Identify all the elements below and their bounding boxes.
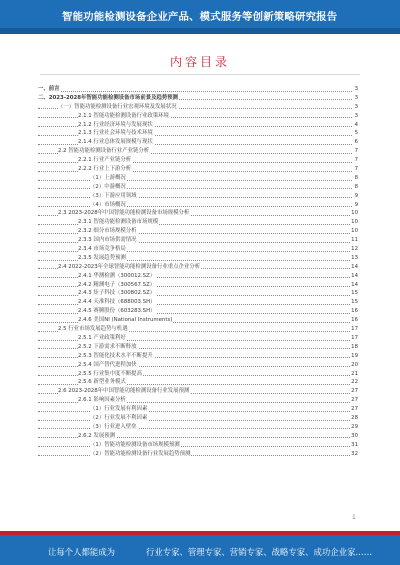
toc-entry-label: 2.4.5 赛腾股份（603283.SH） (78, 308, 156, 315)
toc-entry-label: 2.2 智能功能检测设备行业产业链分析 (58, 148, 150, 155)
toc-entry[interactable] (38, 138, 358, 147)
toc-entry[interactable] (38, 218, 358, 227)
toc-entry[interactable] (38, 85, 358, 94)
toc-entry[interactable] (38, 343, 358, 352)
toc-entry-label: 2.3.2 细分市场规模分析 (78, 228, 137, 235)
toc-entry-label: 2.5.3 智能化技术水平不断提升 (78, 352, 153, 359)
toc-entry-page: 10 (351, 210, 358, 217)
toc-entry[interactable] (38, 201, 358, 210)
toc-leader-dots (38, 91, 352, 92)
toc-entry[interactable] (38, 361, 358, 370)
toc-entry[interactable] (38, 307, 358, 316)
footer-accent-strip (0, 531, 400, 535)
toc-entry-label: 2.6 2023-2028年中国智能功能检测设备行业发展预测 (58, 388, 190, 395)
toc-entry[interactable] (38, 334, 358, 343)
toc-entry[interactable] (38, 94, 358, 103)
toc-entry-label: 2.4.4 天准科技（688003.SH） (78, 299, 156, 306)
toc-entry-label: 2.4.1 华测检测（300012.SZ） (78, 272, 156, 279)
toc-entry[interactable] (38, 147, 358, 156)
toc-entry-page: 4 (354, 121, 358, 128)
toc-entry-label: 2.5.4 国产替代进程加快 (78, 361, 137, 368)
toc-entry[interactable] (38, 414, 358, 423)
toc-entry[interactable] (38, 423, 358, 432)
toc-entry-page: 30 (351, 432, 358, 439)
toc-entry[interactable] (38, 165, 358, 174)
toc-entry-label: （3）行业进入壁垒 (90, 423, 137, 430)
toc-entry[interactable] (38, 281, 358, 290)
toc-entry[interactable] (38, 245, 358, 254)
toc-entry-label: （4）市场概况 (90, 201, 126, 208)
toc-entry[interactable] (38, 209, 358, 218)
toc-entry-label: 2.5.6 新型业务模式 (78, 379, 126, 386)
toc-entry[interactable] (38, 325, 358, 334)
toc-entry-label: 2.4.2 精测电子（300567.SZ） (78, 281, 156, 288)
toc-entry-label: 2.1.2 行业经济环境与发展现状 (78, 121, 153, 128)
toc-entry-page: 15 (351, 299, 358, 306)
toc-entry-label: （1）上游概况 (90, 174, 126, 181)
toc-entry[interactable] (38, 450, 358, 459)
toc-entry-page: 15 (351, 290, 358, 297)
toc-entry[interactable] (38, 236, 358, 245)
toc-entry-page: 10 (351, 228, 358, 235)
toc-entry-label: 2.4 2022-2023年全球智能功能检测设备行业重点企业分析 (58, 263, 201, 270)
toc-entry-page: 6 (354, 139, 358, 146)
toc-entry-page: 9 (354, 192, 358, 199)
toc-entry-page: 17 (351, 326, 358, 333)
toc-entry-page: 27 (351, 406, 358, 413)
toc-entry-label: 2.3.1 智能功能检测设备市场规模 (78, 219, 159, 226)
toc-entry-label: （1）行业发展有利因素 (90, 406, 148, 413)
toc-entry[interactable] (38, 103, 358, 112)
toc-entry[interactable] (38, 396, 358, 405)
toc-leader-dots (38, 206, 352, 207)
toc-entry-page: 7 (354, 157, 358, 164)
toc-entry-page: 32 (351, 450, 358, 457)
toc-entry-page: 3 (354, 86, 358, 92)
toc-leader-dots (38, 411, 352, 412)
toc-entry[interactable] (38, 289, 358, 298)
toc-entry-page: 14 (351, 263, 358, 270)
toc-entry-page: 10 (351, 219, 358, 226)
toc-entry-label: 2.5.1 产业政策利好 (78, 334, 126, 341)
toc-entry-label: 2.2.1 行业产业链分析 (78, 157, 132, 164)
toc-entry-label: 2.3 2023-2028年中国智能功能检测设备市场规模分析 (58, 210, 190, 217)
footer-bar (0, 531, 400, 565)
toc-leader-dots (38, 180, 352, 181)
toc-entry-page: 13 (351, 254, 358, 261)
toc-entry-label: 二、2023-2028年智能功能检测设备市场前景及趋势预测 (38, 94, 179, 101)
toc-entry[interactable] (38, 263, 358, 272)
toc-entry-label: 2.3.3 国内市场供需情况 (78, 237, 137, 244)
toc-entry-page: 3 (354, 103, 358, 110)
toc-entry[interactable] (38, 352, 358, 361)
toc-entry[interactable] (38, 272, 358, 281)
toc-entry-label: （2）行业发展不利因素 (90, 414, 148, 421)
toc-entry-label: 一、前言 (38, 86, 60, 92)
toc-entry-page: 18 (351, 343, 358, 350)
toc-entry-page: 3 (354, 94, 358, 101)
toc-entry[interactable] (38, 227, 358, 236)
header-bar-edge (0, 28, 400, 34)
toc-entry[interactable] (38, 432, 358, 441)
toc-entry-label: 2.6.1 影响因素分析 (78, 397, 126, 404)
toc-entry[interactable] (38, 192, 358, 201)
report-title: 智能功能检测设备企业产品、模式服务等创新策略研究报告 (62, 11, 338, 23)
toc-entry[interactable] (38, 174, 358, 183)
toc-entry-page: 14 (351, 272, 358, 279)
toc-leader-dots (38, 446, 352, 447)
toc-entry-page: 11 (351, 237, 358, 244)
toc-entry[interactable] (38, 129, 358, 138)
toc-entry-page: 3 (354, 112, 358, 119)
toc-entry[interactable] (38, 316, 358, 325)
header-bar (0, 0, 400, 34)
toc-entry-page: 19 (351, 352, 358, 359)
toc-entry-label: 2.3.4 市场竞争格局 (78, 246, 126, 253)
table-of-contents (38, 85, 358, 458)
toc-leader-dots (38, 428, 352, 429)
toc-entry-label: 2.5.5 行业集中度不断提高 (78, 370, 142, 377)
toc-entry-page: 16 (351, 317, 358, 324)
toc-entry-label: （2）中游概况 (90, 183, 126, 190)
toc-leader-dots (38, 455, 352, 456)
footer-slogan: 让每个人都能成为 (48, 547, 115, 557)
toc-entry[interactable] (38, 370, 358, 379)
toc-leader-dots (38, 188, 352, 189)
toc-entry[interactable] (38, 387, 358, 396)
toc-entry-page: 16 (351, 308, 358, 315)
toc-entry-label: 2.3.5 发展趋势预测 (78, 254, 126, 261)
page-number: 1 (352, 514, 356, 521)
toc-entry[interactable] (38, 378, 358, 387)
toc-entry-label: （一）智能功能检测设备行业宏观环境及发展状况 (58, 103, 177, 110)
toc-entry-page: 17 (351, 334, 358, 341)
toc-entry[interactable] (38, 156, 358, 165)
toc-entry-label: 2.6.2 发展预测 (78, 432, 115, 439)
toc-entry-label: 2.5.2 下游需求不断释放 (78, 343, 137, 350)
toc-entry-page: 5 (354, 130, 358, 137)
toc-entry-page: 21 (351, 370, 358, 377)
toc-heading-divider (40, 74, 360, 75)
toc-entry[interactable] (38, 254, 358, 263)
toc-entry-label: 2.1.3 行业社会环境与技术环境 (78, 130, 153, 137)
toc-leader-dots (38, 197, 352, 198)
toc-entry-page: 27 (351, 388, 358, 395)
toc-entry-page: 7 (354, 148, 358, 155)
toc-entry-label: 2.4.3 矩子科技（300802.SZ） (78, 290, 156, 297)
toc-entry-label: 2.1.4 行业总体发展规模与现状 (78, 139, 153, 146)
toc-entry[interactable] (38, 441, 358, 450)
toc-entry[interactable] (38, 121, 358, 130)
toc-entry[interactable] (38, 183, 358, 192)
toc-entry-page: 7 (354, 166, 358, 173)
toc-entry-page: 20 (351, 361, 358, 368)
toc-entry-label: （3）下游应用领域 (90, 192, 137, 199)
toc-entry-label: 2.1.1 智能功能检测设备行业政策环境 (78, 112, 169, 119)
toc-entry[interactable] (38, 298, 358, 307)
toc-entry-label: 2.5 行业市场发展趋势与机遇 (58, 326, 128, 333)
toc-entry-page: 31 (351, 441, 358, 448)
toc-entry-page: 12 (351, 246, 358, 253)
toc-entry-page: 29 (351, 423, 358, 430)
toc-entry-page: 8 (354, 183, 358, 190)
footer-tagline: 行业专家、管理专家、营销专家、战略专家、成功企业家…… (146, 547, 373, 557)
toc-entry-page: 28 (351, 414, 358, 421)
toc-entry[interactable] (38, 112, 358, 121)
toc-heading: 内容目录 (169, 55, 230, 69)
toc-entry-label: （2）智能功能检测设备行业发展趋势预测 (90, 450, 191, 457)
toc-entry-page: 22 (351, 379, 358, 386)
toc-entry-label: 2.4.6 美国NI (National Instruments) (78, 317, 173, 324)
toc-entry-page: 9 (354, 201, 358, 208)
toc-leader-dots (38, 420, 352, 421)
toc-entry-page: 8 (354, 174, 358, 181)
toc-entry-page: 14 (351, 281, 358, 288)
toc-entry-label: 2.2.2 行业上下游分析 (78, 166, 132, 173)
toc-entry-label: （1）智能功能检测设备市场规模预测 (90, 441, 180, 448)
toc-entry[interactable] (38, 405, 358, 414)
toc-entry-page: 27 (351, 397, 358, 404)
